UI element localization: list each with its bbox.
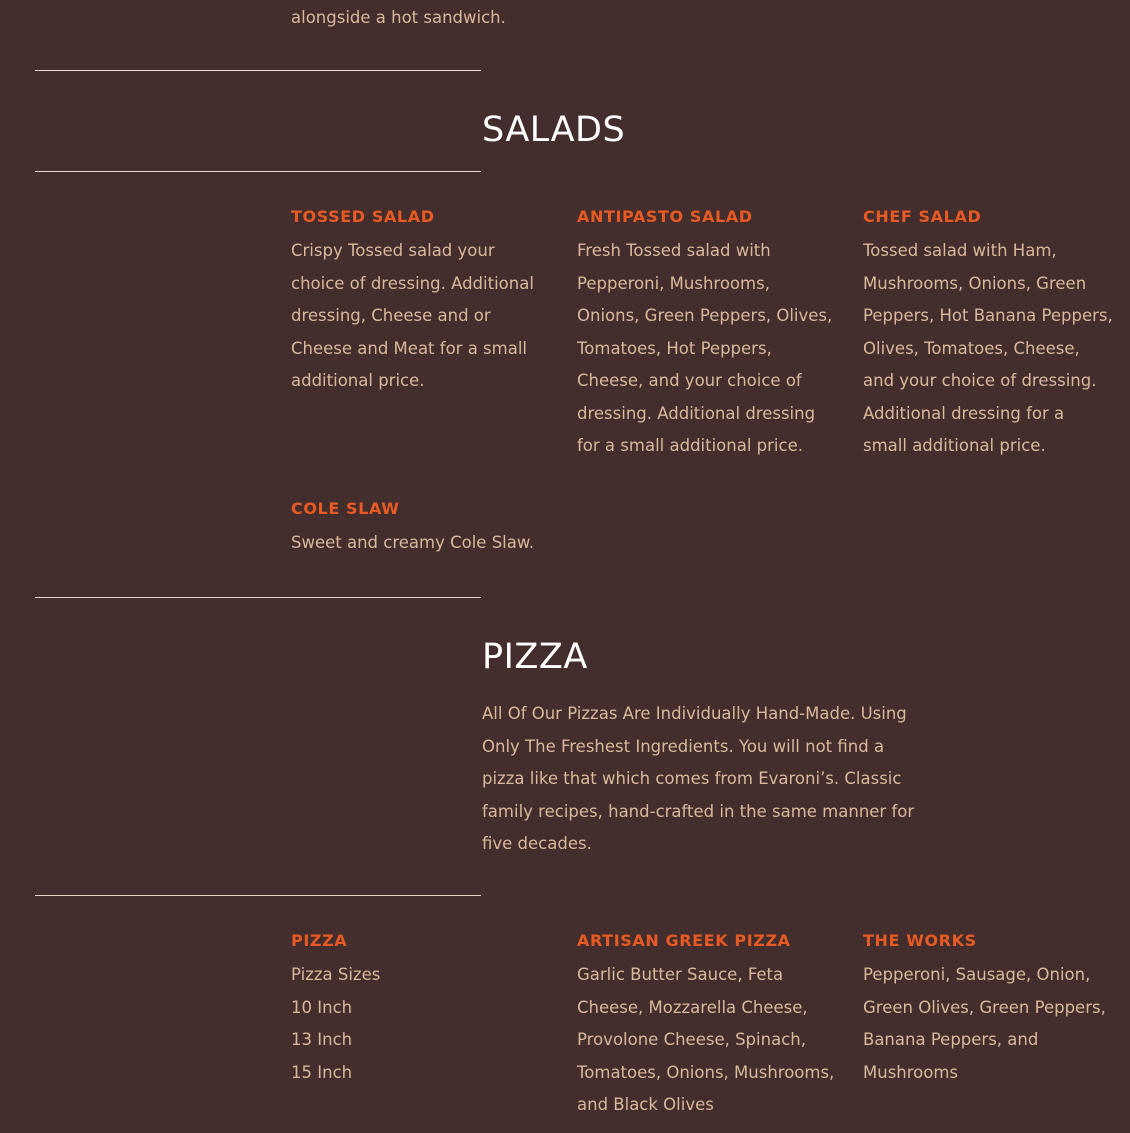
- menu-item-artisan-greek-pizza: [577, 929, 835, 1122]
- menu-item-cole-slaw: [291, 497, 591, 560]
- item-description: Pepperoni, Sausage, Onion, Green Olives, Green Peppers, Banana Peppers, and Mushrooms: [863, 965, 1106, 1082]
- menu-item-pizza: [291, 929, 549, 1089]
- item-name: CHEF SALAD: [863, 207, 982, 226]
- item-name: TOSSED SALAD: [291, 207, 435, 226]
- divider: [35, 895, 481, 896]
- item-name: COLE SLAW: [291, 499, 400, 518]
- menu-item-chef-salad: [863, 205, 1113, 463]
- item-description: Sweet and creamy Cole Slaw.: [291, 533, 535, 552]
- menu-item-antipasto-salad: [577, 205, 835, 463]
- item-name: ARTISAN GREEK PIZZA: [577, 931, 791, 950]
- pizza-sizes-list: [291, 959, 549, 1089]
- list-item: 13 Inch: [291, 1030, 353, 1049]
- section-title-pizza: PIZZA: [482, 637, 588, 677]
- item-description: Tossed salad with Ham, Mushrooms, Onions, Green Peppers, Hot Banana Peppers, Olives, Tomatoes, Cheese, and your choice of dressing. Additional dressing for a small additional price.: [863, 241, 1113, 455]
- list-item: 10 Inch: [291, 997, 353, 1017]
- item-name: ANTIPASTO SALAD: [577, 207, 753, 226]
- item-description: Fresh Tossed salad with Pepperoni, Mushrooms, Onions, Green Peppers, Olives, Tomatoes, Hot Peppers, Cheese, and your choice of dressing. Additional dressing for a small additional price.: [577, 241, 833, 455]
- menu-item-tossed-salad: [291, 205, 549, 398]
- pizza-section-intro: All Of Our Pizzas Are Individually Hand-Made. Using Only The Freshest Ingredients. You will not find a pizza like that which comes from Evaroni’s. Classic family recipes, hand-crafted in the same manner for five decades.: [482, 704, 915, 853]
- item-description: Crispy Tossed salad your choice of dressing. Additional dressing, Cheese and or Cheese and Meat for a small additional price.: [291, 241, 534, 390]
- list-item: Pizza Sizes: [291, 965, 381, 984]
- previous-item-description-tail: alongside a hot sandwich.: [291, 8, 506, 27]
- item-name: THE WORKS: [863, 931, 977, 950]
- list-item: 15 Inch: [291, 1062, 353, 1082]
- item-name: PIZZA: [291, 931, 348, 950]
- divider: [35, 597, 481, 598]
- section-title-salads: SALADS: [482, 110, 626, 150]
- menu-item-the-works: [863, 929, 1113, 1089]
- item-description: Garlic Butter Sauce, Feta Cheese, Mozzarella Cheese, Provolone Cheese, Spinach, Tomatoes, Onions, Mushrooms, and Black Olives: [577, 965, 835, 1114]
- divider: [35, 70, 481, 71]
- divider: [35, 171, 481, 172]
